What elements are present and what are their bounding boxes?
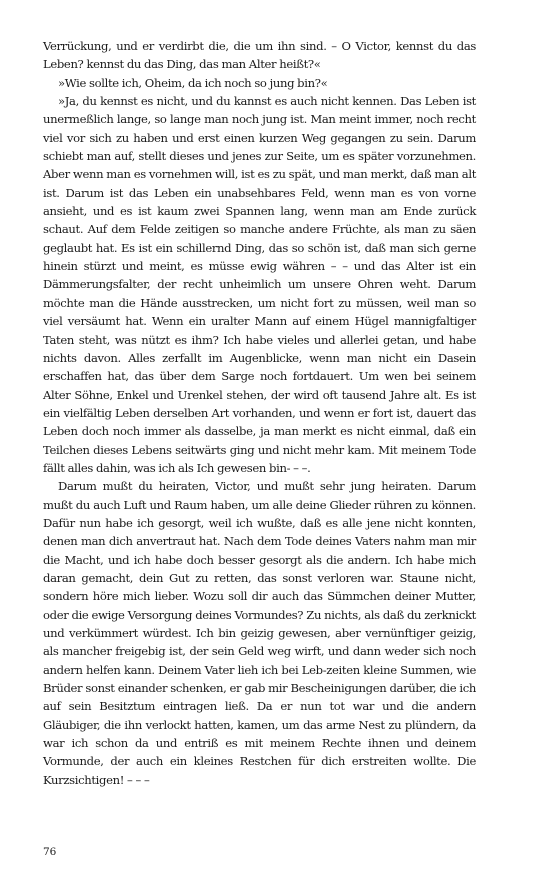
paragraph-4: Darum mußt du heiraten, Victor, und mußt sehr jung heiraten. Darum mußt du auch Luft und Raum haben, um alle deine Glieder rühren zu können. Dafür nun habe ich gesorgt, weil ich wußte, daß es alle jene nicht konnten, denen man dich anvertraut hat. Nach dem Tode deines Vaters nahm man mir die Macht, und ich habe doch besser gesorgt als die andern. Ich habe mich daran gemacht, dein Gut zu retten, das sonst verloren war. Staune nicht, sondern höre mich lieber. Wozu soll dir auch das Sümmchen deiner Mutter, oder die ewige Versorgung deines Vormundes? Zu nichts, als daß du zerknickt und verkümmert würdest. Ich bin geizig gewesen, aber vernünftiger geizig, als mancher freigebig ist, der sein Geld weg wirft, und dann weder sich noch andern helfen kann. Deinem Vater lieh ich bei Leb-zeiten kleine Summen, wie Brüder sonst einander schenken, er gab mir Bescheinigungen darüber, die ich auf sein Besitztum eintragen ließ. Da er nun tot war und die andern Gläubiger, die ihn verlockt hatten, kamen, um das arme Nest zu plündern, da war ich schon da und entriß es mit meinem Rechte ihnen und deinem Vormunde, der auch ein kleines Restchen für dich erstreiten wollte. Die Kurzsichtigen! – – – <box>43 479 476 787</box>
page-number: 76 <box>43 846 57 858</box>
body-text <box>43 37 476 789</box>
paragraph-3: »Ja, du kennst es nicht, und du kannst es auch nicht kennen. Das Leben ist unermeßlich lange, so lange man noch jung ist. Man meint immer, noch recht viel vor sich zu haben und erst einen kurzen Weg gegangen zu sein. Darum schiebt man auf, stellt dieses und jenes zur Seite, um es später vorzunehmen. Aber wenn man es vornehmen will, ist es zu spät, und man merkt, daß man alt ist. Darum ist das Leben ein unabsehbares Feld, wenn man es von vorne ansieht, und es ist kaum zwei Spannen lang, wenn man am Ende zurück schaut. Auf dem Felde zeitigen so manche andere Früchte, als man zu säen geglaubt hat. Es ist ein schillernd Ding, das so schön ist, daß man sich gerne hinein stürzt und meint, es müsse ewig währen – – und das Alter ist ein Dämmerungsfalter, der recht unheimlich um unsere Ohren weht. Darum möchte man die Hände ausstrecken, um nicht fort zu müssen, weil man so viel versäumt hat. Wenn ein uralter Mann auf einem Hügel mannigfaltiger Taten steht, was nützt es ihm? Ich habe vieles und allerlei getan, und habe nichts davon. Alles zerfallt im Augenblicke, wenn man nicht ein Dasein erschaffen hat, das über dem Sarge noch fortdauert. Um wen bei seinem Alter Söhne, Enkel und Urenkel stehen, der wird oft tausend Jahre alt. Es ist ein vielfältig Leben derselben Art vorhanden, und wenn er fort ist, dauert das Leben doch noch immer als dasselbe, ja man merkt es nicht einmal, daß ein Teilchen dieses Lebens seitwärts ging und nicht mehr kam. Mit meinem Tode fällt alles dahin, was ich als Ich gewesen bin- – –. <box>43 94 476 475</box>
paragraph-2: »Wie sollte ich, Oheim, da ich noch so jung bin?« <box>58 75 328 90</box>
paragraph-1: Verrückung, und er verdirbt die, die um ihn sind. – O Victor, kennst du das Leben? kennst du das Ding, das man Alter heißt?« <box>43 39 476 72</box>
